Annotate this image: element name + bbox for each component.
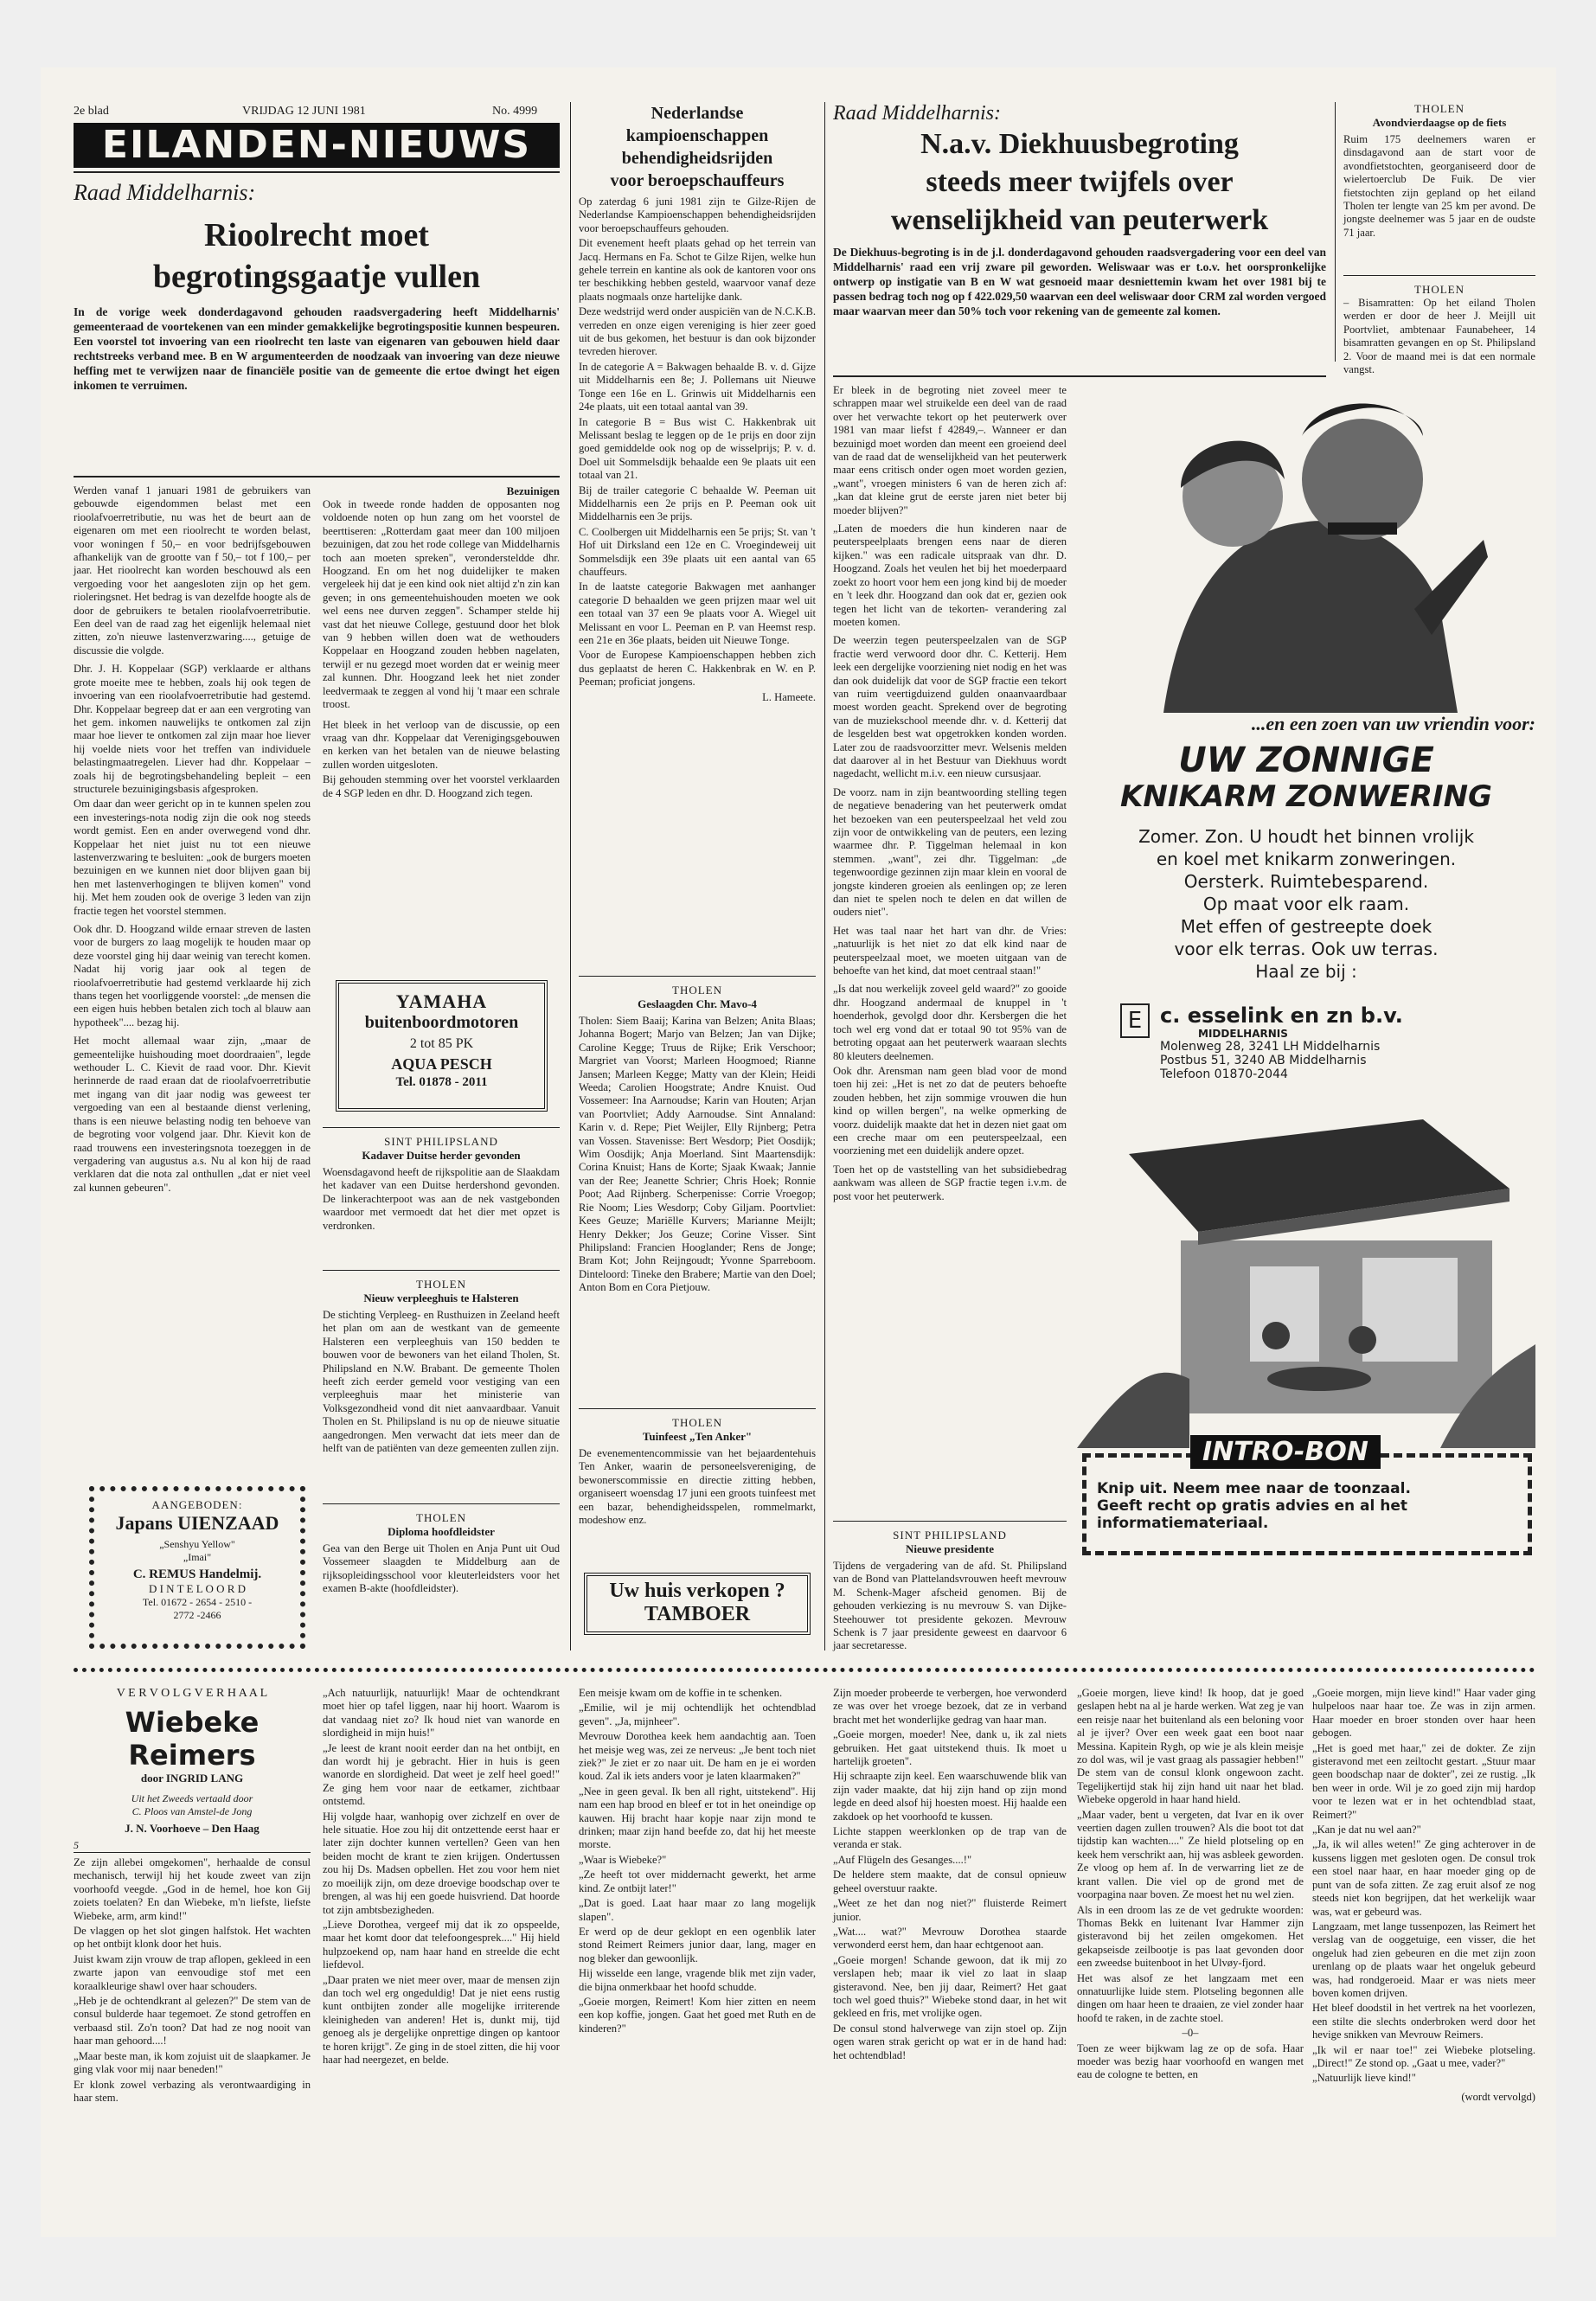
- page-header: [74, 102, 560, 121]
- serial-column-5: [1077, 1687, 1304, 2082]
- article-paragraph: In de laatste categorie Bakwagen met aanhanger categorie D behaalden we geen prijzen maar wel uit een totaal van 37 een 9e plaats voor A. Wiegel uit Melissant en voor L. Peeman en P. van Heemst resp. een 21e en 36e plaats, beiden uit Nieuwe Tonge.: [579, 580, 816, 646]
- article-body: Gea van den Berge uit Tholen en Anja Punt uit Oud Vossemeer slaagden te Middelburg aan de rijksopleidingsschool voor kleuterleidsters voor het examen B-akte (hoofdleidster).: [323, 1542, 560, 1595]
- article-title: Nieuw verpleeghuis te Halsteren: [363, 1292, 519, 1304]
- tamboer-ad: [584, 1573, 811, 1635]
- article-paragraph: „Is dat nou werkelijk zoveel geld waard?" zo gooide dhr. Hoogzand andermaal de knuppel in 't hoenderhok, gevolgd door dhr. Kersbergen die het toch wel erg vond dat er totaal 90 tot 95% van de betroting opgaat aan het peuterwerk waaraan slechts 80 kleuters deelnemen.: [833, 983, 1067, 1062]
- uienzaad-tel: 2772 -2466: [173, 1609, 221, 1621]
- article-place: THOLEN: [416, 1278, 466, 1291]
- serial-column-3: [579, 1687, 816, 2035]
- uienzaad-title: Japans UIENZAAD: [115, 1512, 279, 1534]
- uienzaad-tel: Tel. 01672 - 2654 - 2510 -: [142, 1596, 253, 1608]
- yamaha-line: Tel. 01878 - 2011: [395, 1075, 488, 1089]
- article-body: Tholen: Siem Baaij; Karina van Belzen; Anita Blaas; Johanna Bogert; Marjo van Belzen; Jan van Dijke; Caroline Kegge; Truus de Rijke; Erik Verschoor; Margriet van Voorst; Marleen Hoogmoed; Rianne Jansen; Marleen Kegge; Matty van der Klein; Heidi Weeda; Carolien Hoogstrate; Andre Knuist. Oud Vossemeer: Ina Aarnoudse; Karin van Houten; Arjan van Poortvliet; Addy Aarnoudse. Sint Annaland: Karin v. d. Repe; Piet Weijler, Elly Rijnberg; Petra van Vossen. Stavenisse: Bert Wesdorp; Piet Oosdijk; Wim Oosdijk; Anja Moerland. Sint Maartensdijk: Corina Knuist; Hans de Korte; Sjaak Kwaak; Jannie van der Ree; Jeanette Schrier; Chris Hoek; Ronnie Poot; Aad Rijnberg. Scherpenisse: Corrie Vroegop; Rie Noom; Lies Wesdorp; Coby Giljam. Poortvliet: Kees Geuze; Mariëlle Kurvers; Marianne Meijlt; Henry Dekker; Jos Geuze; Corine Visser. Sint Philipsland: Francien Hooglander; Rens de Jonge; Bram Kot; John Reijngoudt; Yvonne Sparreboom. Dinteloord: Tineke den Brabere; Martie van den Doel; Anton Bom en Cora Pietjouw.: [579, 1015, 816, 1294]
- serial-paragraph: „Goeie morgen, lieve kind! Ik hoop, dat je goed geslapen hebt na al je harde werken. Wat zeg je van een reisje naar het buitenland als een beloning voor al je ijver? Over een week gaat een boot naar Messina. Kapitein Rygh, op wie je als klein meisje zo dol was, wil je vast graag als passagier hebben!" De stem van de consul klonk ongewoon zacht. Tegelijkertijd stak hij zijn hand uit naar het blad. Wiebeke opgerold in haar hand hield.: [1077, 1687, 1304, 1806]
- article-place: THOLEN: [1414, 102, 1465, 115]
- article-paragraph: De voorz. nam in zijn beantwoording stelling tegen de negatieve benadering van het peuterwerk omdat het bezoeken van een peuterspeelzaal het veld zou zijn voor de ontwikkeling van de peuters, een lezing waarmee dhr. P. Tiggelman helemaal in kon stemmen. „want", zei dhr. Tiggelman: „de tegenwoordige gezinnen zijn maar klein en vooral de jongste kinderen groeien als eenlingen op; ze leren dan niet te spelen noch te delen en dat willen de ouders niet".: [833, 785, 1067, 919]
- serial-paragraph: Hij volgde haar, wanhopig over zichzelf en over de hele situatie. Hoe zou hij dit ontzettende eerst haar er later zijn dochter kunnen vertellen? Geen van hen beiden mocht de krant te zien krijgen. Ondertussen zou hij Ds. Madsen opbellen. Het zou voor hem niet zo moeilijk zijn, om deze droevige boodschap over te brengen, al was hij een goede huisvriend. Dat hoorde tot zijn ambtsbezigheden.: [323, 1810, 560, 1916]
- ad-body-line: Zomer. Zon. U houdt het binnen vrolijk: [1138, 826, 1474, 847]
- lead-paragraph: Het bleek in het verloop van de discussie, op een vraag van dhr. Koppelaar dat Verenigingsgebouwen en kerken van het betalen van de nieuwe belasting zullen worden uitgesloten.: [323, 718, 560, 771]
- article-paragraph: De weerzin tegen peuterspeelzalen van de SGP fractie werd verwoord door dhr. C. Ketterij. Hem leek een dergelijke voorziening niet nodig en het was dan ook duidelijk dat voor de SGP fractie een tekort van ruim veertigduizend gulden onaanvaardbaar moest worden geacht. Sprekend over de begroting van de muziekschool meende dhr. v. d. Ketterij dat de lesgelden best wat opgetrokken konden worden. Later zou de raadsvoorzitter mevr. Welsenis melden dat daarover al in het Bestuur van Diekhuus wordt nagedacht, wellicht m.i.v. een nieuw cursusjaar.: [833, 634, 1067, 780]
- coupon-line: Geeft recht op gratis advies en al het: [1097, 1497, 1408, 1515]
- serial-paragraph: Langzaam, met lange tussenpozen, las Reimert het verslag van de ooggetuige, een visser, die het ongeluk had zien gebeuren en die met zijn zoon urenlang op de plaats waar het ongeluk gebeurd was, had rondgeroeid. Maar er was niets meer boven komen drijven.: [1312, 1920, 1535, 1999]
- divider: [833, 375, 1326, 377]
- article-mavo: [579, 976, 816, 1295]
- article-verpleeghuis: [323, 1270, 560, 1455]
- esselink-ad: [1077, 384, 1535, 1656]
- serial-paragraph: Juist kwam zijn vrouw de trap aflopen, gekleed in een zwarte japon van eenvoudige stof met een koraalkleurige shawl over haar schouders.: [74, 1952, 311, 1992]
- article-paragraph: In de categorie A = Bakwagen behaalde B. v. d. Gijze uit Middelharnis een 8e; J. Pollemans uit Nieuwe Tonge een 16e en L. Grinwis uit Middelharnis een 24e plaats, uit een totaal aantal van 39.: [579, 360, 816, 413]
- ad-body-line: Op maat voor elk raam.: [1202, 894, 1410, 914]
- serial-paragraph: „Het is goed met haar," zei de dokter. Ze zijn gisteravond met een zeiltocht gestart. „Stuur maar geen boodschap naar de dokter", zei ze rustig. „Ik ben weer in orde. Wil je zo goed zijn mij hardop voor te lezen wat er in het ochtendblad staat, Reimert?": [1312, 1741, 1535, 1821]
- serial-title: Wiebeke Reimers: [125, 1706, 260, 1772]
- article-behendigheid: [579, 102, 816, 704]
- esselink-address-line: Postbus 51, 3240 AB Middelharnis: [1160, 1054, 1367, 1067]
- serial-column-1: [74, 1687, 311, 2105]
- coupon-line: informatiemateriaal.: [1097, 1515, 1269, 1532]
- couple-photo: [1129, 384, 1492, 713]
- serial-paragraph: Zijn moeder probeerde te verbergen, hoe verwonderd ze was over het vroege bezoek, dat ze in verband bracht met het wonderlijke gedrag van haar man.: [833, 1687, 1067, 1726]
- article-place: SINT PHILIPSLAND: [893, 1529, 1007, 1541]
- lead-intro: In de vorige week donderdagavond gehouden raadsvergadering heeft Middelharnis' gemeenteraad de voortekenen van een minder gemakkelijke begrotingspositie kunnen bespeuren. Een voorstel tot invoering van een rioolrecht ten laste van eigenaren van gebouwen hield daar rechtstreeks verband mee. B en W argumenteerden de noodzaak van invoering van deze nieuwe heffing met te verwijzen naar de financiële positie van de gemeente die ertoe dwingt het eigen inkomen te verruimen.: [74, 305, 560, 392]
- serial-paragraph: Lichte stappen weerklonken op de trap van de veranda er stak.: [833, 1825, 1067, 1851]
- serial-translation: Uit het Zweeds vertaald door: [131, 1792, 253, 1804]
- serial-paragraph: Als in een droom las ze de vet gedrukte woorden: Thomas Bekk en luitenant Ivar Hammer zijn gisteravond bij het zeilen omgekomen. Het gekapseisde zeilbootje is pas laat gevonden door een zweedse buitenboot in het Ulvøy-fjord.: [1077, 1903, 1304, 1970]
- article-place: THOLEN: [672, 1416, 722, 1429]
- lead-paragraph: Ook in tweede ronde hadden de opposanten nog voldoende noten op hun zang om het voorstel de beerttiseren: „Rotterdam gaat meer dan 100 miljoen bezuinigen, dat zou het rode college van Middelharnis toch aan moeten spreken", verondersteldde dhr. Hoogzand. En om het nog duidelijker te maken vergeleek hij dat je een kind ook niet altijd z'n zin kan geven; in ons gemeentehuishouden moeten we ook wel eens nee durven zeggen". Schamper stelde hij vast dat het nieuwe College, gestuund door het blok van 9 hebben willen doen wat de wethouders Koppelaar en Hoogzand zouden hebben nagelaten, terwijl er nu gezegd moet worden dat er weinig meer zal kunnen. Dhr. Hoogzand leek het niet zonder leedvermaak te zeggen al vond hij 't maar een schrale troost.: [323, 498, 560, 711]
- serial-paragraph: Hij wisselde een lange, vragende blik met zijn vader, die bijna onmerkbaar het hoofd schudde.: [579, 1967, 816, 1993]
- lead-column-2: [323, 484, 560, 800]
- headline-line: wenselijkheid van peuterwerk: [890, 204, 1269, 236]
- article-title: Nieuwe presidente: [906, 1542, 994, 1555]
- serial-paragraph: Ze zijn allebei omgekomen", herhaalde de consul mechanisch, terwijl hij het koude zweet van zijn voorhoofd veegde. „God in de hemel, hoe kon Gij zoiets toelaten? En dan Wiebeke, m'n liefste, liefste Wiebeke, arm, arm kind!": [74, 1856, 311, 1922]
- serial-paragraph: „Lieve Dorothea, vergeef mij dat ik zo opspeelde, maar het komt door dat telefoongesprek...." Hij hield hulpzoekend op, nam haar hand en streelde die echt liefdevol.: [323, 1918, 560, 1971]
- article-signature: L. Hameete.: [762, 690, 816, 703]
- yamaha-ad: [336, 980, 548, 1112]
- serial-paragraph: Hij schraapte zijn keel. Een waarschuwende blik van zijn vader maakte, dat hij zijn hand op zijn mond legde en deed alsof hij hoesten moest. Hij haalde een zakdoek op het voorhoofd te kussen.: [833, 1770, 1067, 1823]
- lead-paragraph: Bij gehouden stemming over het voorstel verklaarden de 4 SGP leden en dhr. D. Hoogzand zich tegen.: [323, 773, 560, 799]
- article-paragraph: Dit evenement heeft plaats gehad op het terrein van Jacq. Hermans en Fa. Schot te Gilze Rijen, welke hun gehele terrein en kantine als ook de kantoren voor ons ter beschikking hebben gesteld, waarvoor vanaf deze plaats nogmaals onze hartelijke dank.: [579, 237, 816, 303]
- page-number: 2e blad: [74, 105, 109, 118]
- serial-paragraph: De heldere stem maakte, dat de consul opnieuw geheel overstuur raakte.: [833, 1868, 1067, 1894]
- article-place: THOLEN: [672, 984, 722, 997]
- lead-paragraph: Ook dhr. D. Hoogzand wilde ernaar streven de lasten voor de burgers zo laag mogelijk te houden maar op deze voorstel ging hij daar weinig van terecht komen. Nadat hij vorig jaar ook al tegen de rioolafvoerretributie had gestemd verklaarde hij zich thans tegen het voorliggende voorstel: „de mensen die een eigen huis hebben betalen zich toch al blauw aan hypotheek".... bezag hij.: [74, 923, 311, 1029]
- tamboer-name: TAMBOER: [644, 1603, 751, 1625]
- article-place: SINT PHILIPSLAND: [384, 1135, 498, 1148]
- lead-column-1: [74, 484, 311, 1195]
- headline-line: steeds meer twijfels over: [926, 166, 1234, 198]
- lead-paragraph: Werden vanaf 1 januari 1981 de gebruikers van gebouwde eigendommen belast met een rioolafvoerretributie, nu was het de beurt aan de eigenaren om met een rioolrecht te worden belast, voor woningen f 50,– en voor bedrijfsgebouwen afhankelijk van de grootte van f 50,– tot f 100,– per jaar. Het rioolrecht kan worden beschouwd als een vergoeding voor het aangesloten zijn op het gem. rioleringsnet. Het bedrag is van dezelfde hoogte als de door de gebruikers te betalen rioolafvoerretributie. Een deel van de raad zag het eigenlijk helemaal niet zitten, zo'n nieuwe lastenverzwaring...., getuige de discussie die volgde.: [74, 484, 311, 657]
- article-tuinfeest: [579, 1408, 816, 1527]
- serial-column-2: [323, 1687, 560, 2067]
- title-line: behendigheidsrijden: [621, 149, 773, 168]
- coupon-title: INTRO-BON: [1190, 1435, 1381, 1469]
- article-title: Geslaagden Chr. Mavo-4: [638, 997, 757, 1010]
- article-title: Diploma hoofdleidster: [388, 1525, 495, 1538]
- serial-paragraph: „Ja, ik wil alles weten!" Ze ging achterover in de kussens liggen met gesloten ogen. De consul trok een stoel naar haar, en haar moeder ging op de punt van de sofa zitten. Ze zag eruit alsof ze nog steeds niet kon begrijpen, dat het werkelijk waar was, wat er gebeurd was.: [1312, 1838, 1535, 1918]
- newspaper-page: [41, 67, 1556, 2237]
- esselink-address: [1120, 1003, 1492, 1081]
- article-presidente: [833, 1521, 1067, 1653]
- serial-paragraph: „Goeie morgen! Schande gewoon, dat ik mij zo verslapen heb; maar ik viel zo laat in slaap gisteravond. Nee, ben jij daar, Reimert? Het gaat toch wel goed thuis?" Wiebeke stond daar, in het wit gekleed en fris, met vrolijke ogen.: [833, 1953, 1067, 2020]
- ad-body-line: Oersterk. Ruimtebesparend.: [1183, 871, 1429, 892]
- column-rule: [824, 102, 825, 1650]
- serial-paragraph: „Goeie morgen, mijn lieve kind!" Haar vader ging hulpeloos naar haar toe. Ze was in zijn armen. Haar moeder en broer stonden over haar heen gebogen.: [1312, 1687, 1535, 1740]
- uienzaad-place: D I N T E L O O R D: [148, 1582, 247, 1595]
- headline-line: N.a.v. Diekhuusbegroting: [920, 128, 1239, 160]
- article-title: Tuinfeest „Ten Anker": [642, 1430, 753, 1443]
- serial-paragraph: „Maar vader, bent u vergeten, dat Ivar en ik over veertien dagen zullen trouwen? Als die boot tot dat tijdstip kan wachten...." Ze hield plotseling op en keek hem verschrikt aan, hij was asbleek geworden. Ze vloog op hem af. In de verwarring liet ze de krant vallen. Die viel op de grond met de voorpagina naar boven. Ze moest het nu wel zien.: [1077, 1808, 1304, 1901]
- article-body: De stichting Verpleeg- en Rusthuizen in Zeeland heeft het plan om aan de westkant van de gemeente Halsteren een verpleeghuis van 150 bedden te bouwen voor de bewoners van het eiland Tholen, St. Philipsland en N.W. Brabant. De gemeente Tholen heeft zich eerder gemeld voor vestiging van een verpleeghuis maar het ministerie van Volksgezondheid vond dit niet aanvaardbaar. Vanuit Tholen en St. Philipsland is nu op de nieuwe situatie aangedrongen. Men verwacht dat iets meer dan de helft van de patiënten van deze gemeenten zullen zijn.: [323, 1309, 560, 1455]
- article-paragraph: Deze wedstrijd werd onder auspiciën van de N.C.K.B. verreden en onze eigen vereniging is hier zeer goed uit de bus gekomen, het bestuur is dan ook bijzonder tevreden hierover.: [579, 305, 816, 358]
- article-paragraph: C. Coolbergen uit Middelharnis een 5e prijs; St. van 't Hof uit Dirksland een 12e en C. Vroegindeweij uit Sommelsdijk een 39e plaats uit een aantal van 65 chauffeurs.: [579, 525, 816, 578]
- serial-column-6: [1312, 1687, 1535, 2104]
- uienzaad-variety: „Imai": [183, 1551, 212, 1563]
- article-avondvierdaagse: [1343, 102, 1535, 240]
- diekhuus-body: [833, 384, 1067, 1203]
- serial-paragraph: Er klonk zowel verbazing als verontwaardiging in haar stem.: [74, 2078, 311, 2104]
- yamaha-title: YAMAHA: [395, 990, 488, 1012]
- serial-publisher: J. N. Voorhoeve – Den Haag: [125, 1822, 260, 1835]
- serial-translation: C. Ploos van Amstel-de Jong: [131, 1805, 253, 1817]
- article-title: Avondvierdaagse op de fiets: [1372, 116, 1507, 129]
- serial-paragraph: „Ach natuurlijk, natuurlijk! Maar de ochtendkrant moet hier op tafel liggen, naar hij hoort. Waarom is dat vandaag niet zo? Ik houd niet van wanorde en slordigheid in mijn huis!": [323, 1687, 560, 1740]
- article-kicker: Raad Middelharnis:: [833, 102, 1001, 125]
- article-body: Woensdagavond heeft de rijkspolitie aan de Slaakdam het kadaver van een Duitse herdershond gevonden. De linkerachterpoot was aan de nek vastgebonden waardoor met vermoedt dat het dier met opzet is verdronken.: [323, 1166, 560, 1232]
- title-line: voor beroepschauffeurs: [610, 171, 785, 190]
- article-kadaver: [323, 1127, 560, 1233]
- title-line: kampioenschappen: [625, 126, 769, 145]
- article-paragraph: Er bleek in de begroting niet zoveel meer te schrappen maar wel struikelde een deel van de raad over het verwachte tekort op het peuterwerk over 1981 van maar liefst f 42849,–. Wanneer er dan bezuinigd moet worden dan meent een groeiend deel van de raad dat de wenselijkheid van het peuterwerk maar eens critisch onder ogen moet worden gezien, „want", vroegen ministers 6 van de heren zich af: „kan dat kleine grut de eerste jaren niet beter bij moeder blijven?": [833, 384, 1067, 516]
- divider: [74, 476, 560, 478]
- yamaha-line: AQUA PESCH: [391, 1055, 492, 1073]
- serial-paragraph: Toen ze weer bijkwam lag ze op de sofa. Haar moeder was bezig haar voorhoofd en wangen met eau de cologne te betten, en: [1077, 2041, 1304, 2081]
- lead-article: [74, 180, 560, 393]
- article-body: – Bisamratten: Op het eiland Tholen werden er door de heer J. Meijll uit Poortvliet, ambtenaar Faunabeheer, 14 bisamratten gevangen en op St. Philipsland 2. Voor de maand mei is dat een normale vangst.: [1343, 297, 1535, 376]
- serial-column-4: [833, 1687, 1067, 2062]
- serial-paragraph: „Natuurlijk lieve kind!": [1312, 2072, 1416, 2085]
- serial-story: [74, 1687, 1535, 2223]
- esselink-firm: c. esselink en zn b.v.: [1160, 1003, 1403, 1028]
- serial-paragraph: Het was alsof ze het langzaam met een onnatuurlijke luide stem. Plotseling begonnen alle dingen om haar heen te draaien, ze viel zonder haar hoofd te raken, in de zachte stoel.: [1077, 1971, 1304, 2024]
- article-paragraph: „Laten de moeders die hun kinderen naar de peuterspeelplaats brengen eens naar de dieren kijken." was een radicale uitspraak van dhr. D. Hoogzand. Zoals het veulen het bij het moederpaard zoekt zo hoort voor hem een jong kind bij de moeder en 't leek dhr. Hoogzand dan ook dat er, gezien ook tegen het licht van de tekorten- verandering zal moeten komen.: [833, 522, 1067, 628]
- serial-paragraph: Er werd op de deur geklopt en een ogenblik later stond Reimert Reimers junior daar, lang, mager en nog bleker dan gewoonlijk.: [579, 1925, 816, 1965]
- article-title: Kadaver Duitse herder gevonden: [362, 1149, 521, 1162]
- esselink-logo: E: [1120, 1003, 1150, 1038]
- ad-body-line: Haal ze bij :: [1255, 961, 1357, 982]
- serial-paragraph: „Ik wil er naar toe!" zei Wiebeke plotseling. „Direct!" Ze stond op. „Gaat u mee, vader?": [1312, 2043, 1535, 2069]
- coupon-line: Knip uit. Neem mee naar de toonzaal.: [1097, 1480, 1411, 1497]
- article-diekhuus: [833, 102, 1326, 318]
- uienzaad-firm: C. REMUS Handelmij.: [132, 1567, 262, 1581]
- serial-paragraph: „Kan je dat nu wel aan?": [1312, 1823, 1421, 1836]
- yamaha-line: buitenboordmotoren: [364, 1013, 519, 1032]
- divider: [74, 171, 560, 173]
- issue-number: No. 4999: [492, 105, 538, 118]
- uienzaad-variety: „Senshyu Yellow": [159, 1538, 235, 1550]
- article-place: THOLEN: [416, 1511, 466, 1524]
- issue-date: VRIJDAG 12 JUNI 1981: [242, 105, 366, 118]
- serial-paragraph: „Je leest de krant nooit eerder dan na het ontbijt, en dan wordt hij je gebracht. Hier in huis is geen wanorde en slordigheid. Dat weet je zelf heel goed!" Ze ging hem voor naar de eetkamer, zichtbaar ontstemd.: [323, 1741, 560, 1808]
- esselink-address-line: Molenweg 28, 3241 LH Middelharnis: [1160, 1040, 1381, 1054]
- serial-paragraph: „Goeie morgen, Reimert! Kom hier zitten en neem een kop koffie, jongen. Gaat het goed met Ruth en de kinderen?": [579, 1995, 816, 2035]
- article-paragraph: Het was taal naar het hart van dhr. de Vries: „natuurlijk is het niet zo dat elk kind naar de peuterspeelzaal moet, we moeten uitgaan van de behoefte van het kind, dat moet centraal staan!": [833, 924, 1067, 977]
- serial-paragraph: „Weet ze het dan nog niet?" fluisterde Reimert junior.: [833, 1897, 1067, 1923]
- article-intro: De Diekhuus-begroting is in de j.l. donderdagavond gehouden raadsvergadering voor een deel van Middelharnis' raad een vrij zware pil geworden. Weliswaar was er t.o.v. het oorspronkelijke ontwerp op instigatie van B en W wat gesnoeid maar desniettemin kwam het over 1981 bij te passen bedrag toch nog op f 422.029,50 waarvan een deel weliswaar door CRM zal worden vergoed maar waarvan meer dan 50% toch voor rekening van de gemeente zal komen.: [833, 246, 1326, 317]
- serial-paragraph: De vlaggen op het slot gingen halfstok. Het wachten op het ontbijt klonk door het huis.: [74, 1925, 311, 1951]
- esselink-phone: Telefoon 01870-2044: [1160, 1067, 1288, 1081]
- serial-paragraph: „Ze heeft tot over middernacht gewerkt, het arme kind. Ze ontbijt later!": [579, 1868, 816, 1894]
- serial-continued: (wordt vervolgd): [1461, 2090, 1535, 2103]
- article-paragraph: In categorie B = Bus wist C. Hakkenbrak uit Melissant beslag te leggen op de 1e prijs en door zijn goed gemiddelde ook nog op de wisselprijs; P. v. d. Doel uit Sommelsdijk behaalde een 9e plaats uit een totaal van 21.: [579, 415, 816, 482]
- lead-paragraph: Om daar dan weer gericht op in te kunnen spelen zou een investerings-nota nodig zijn die ook nog steeds wordt gemist. Een en ander overwegend vond dhr. Koppelaar het niet juist nu tot een nieuwe lastenverzwaring te besluiten: „ook de burgers moeten bezuinigen en we kunnen niet door blijven gaan bij hen met lastenverhogingen te blijven komen" vond hij. Met hem zouden ook de overige 3 leden van zijn fractie tegen het voorstel stemmen.: [74, 798, 311, 917]
- serial-paragraph: „Heb je de ochtendkrant al gelezen?" De stem van de consul bulderde haar tegemoet. Ze stond getroffen en verbaasd stil. Zo'n toon? Dat had ze nog nooit van haar man gehoord....!: [74, 1995, 311, 2048]
- uienzaad-label: AANGEBODEN:: [151, 1498, 243, 1511]
- article-body: De evenementencommissie van het bejaardentehuis Ten Anker, waarin de personeelsvereniging, de bewonerscommissie en directie zitting hebben, organiseert woensdag 17 juni een groots tuinfeest met een bazar, behendigheidsspelen, rommelmarkt, modeshow enz.: [579, 1447, 816, 1527]
- serial-paragraph: „Goeie morgen, moeder! Nee, dank u, ik zal niets gebruiken. Het gaat uitstekend thuis. Ik moet u hartelijk groeten".: [833, 1728, 1067, 1768]
- column-rule: [570, 102, 571, 1650]
- serial-label: V E R V O L G V E R H A A L: [116, 1687, 268, 1700]
- ad-title: UW ZONNIGE: [1178, 740, 1434, 780]
- article-paragraph: Ook dhr. Arensman nam geen blad voor de mond toen hij zei: „Het is net zo dat de peuters behoefte zouden hebben, het zijn sommige vrouwen die hun kind op willen bergen", na welke opmerking de voorz. duidelijk maakte dat het in dezen niet gaat om een creche maar om een peuterspeelzaal, een voorziening met een duidelijk andere opzet.: [833, 1064, 1067, 1157]
- ad-title: KNIKARM ZONWERING: [1120, 779, 1492, 814]
- tamboer-line: Uw huis verkopen ?: [609, 1580, 785, 1602]
- serial-paragraph: Het bleef doodstil in het vertrek na het voorlezen, een stilte die slechts onderbroken werd door het hevige snikken van Mevrouw Reimers.: [1312, 2002, 1535, 2041]
- article-body: Ruim 175 deelnemers waren er dinsdagavond aan de start voor de avondfietstochten, georganiseerd door de wielertoerclub De Fuik. De vier fietstochten zijn gepland op het eiland Tholen ter lengte van 25 km per avond. De jongste deelnemer was 5 jaar en de oudste 71 jaar.: [1343, 133, 1535, 239]
- article-paragraph: Op zaterdag 6 juni 1981 zijn te Gilze-Rijen de Nederlandse Kampioenschappen behendigheidsrijden voor beroepschauffeurs gehouden.: [579, 195, 816, 234]
- lead-kicker: Raad Middelharnis:: [74, 180, 256, 205]
- uienzaad-ad: [89, 1486, 305, 1649]
- serial-paragraph: „Daar praten we niet meer over, maar de mensen zijn dan toch wel erg ongeduldig! Dat je niet eens rustig kunt ontbijten zonder alle mogelijke irriterende kleinigheden van anderen! Het is, dunkt mij, tijd genoeg als je dergelijke onprettige dingen op kantoor te horen krijgt". Ze ging in de stoel zitten, die hij voor haar had neergezet, en belde.: [323, 1973, 560, 2066]
- masthead-title: EILANDEN-NIEUWS: [74, 123, 560, 168]
- serial-paragraph: „Nee in geen geval. Ik ben all right, uitstekend". Hij nam een hap brood en bleef er tot in het oneindige op kauwen. Hij bracht haar kopje naar zijn mond te drinken; maar zijn hand beefde zo, dat hij het meeste morste.: [579, 1785, 816, 1851]
- article-paragraph: Toen het op de vaststelling van het subsidiebedrag aankwam was alleen de SGP fractie tegen i.v.m. de post voor het peuterwerk.: [833, 1163, 1067, 1202]
- title-line: Nederlandse: [651, 104, 744, 123]
- lead-headline-1: Rioolrecht moet: [204, 217, 429, 253]
- ad-body-line: en koel met knikarm zonweringen.: [1156, 849, 1457, 869]
- serial-paragraph: De consul stond halverwege van zijn stoel op. Zijn ogen waren strak gericht op wat er in de hand had: het ochtendblad!: [833, 2022, 1067, 2061]
- subhead-bezuinigen: Bezuinigen: [506, 484, 560, 497]
- article-bisamratten: [1343, 275, 1535, 376]
- lead-headline-2: begrotingsgaatje vullen: [152, 259, 481, 295]
- article-body: Tijdens de vergadering van de afd. St. Philipsland van de Bond van Plattelandsvrouwen heeft mevrouw M. Schenk-Mager afscheid genomen. Bij de gehouden verkiezing is nu mevrouw S. van Dijke-Steehouwer tot presidente gekozen. Mevrouw Schenk is 7 jaar presidente geweest en daarvoor 6 jaar secretaresse.: [833, 1560, 1067, 1652]
- intro-bon-coupon[interactable]: [1082, 1437, 1532, 1555]
- article-diploma: [323, 1503, 560, 1596]
- article-paragraph: Bij de trailer categorie C behaalde W. Peeman uit Middelharnis een 2e prijs en P. Peeman ook uit Middelharnis een 3e prijs.: [579, 484, 816, 523]
- lead-paragraph: Dhr. J. H. Koppelaar (SGP) verklaarde er althans grote moeite mee te hebben, zoals hij ook tegen de invoering van een rioolafvoerretributie had gestemd. Dhr. Koppelaar begreep dat er aan een vergroting van het gem. inkomen nauwelijks te ontkomen zal zijn maar hoe liever te ontkomen zal zijn maar hoe liever hij voelde niets voor het treffen van individuele belastingmaatregelen. Liever had dhr. Koppelaar – zoals hij de begrotingsbehandeling bepleit – een structurele bezuinigingsbasis afgesproken.: [74, 663, 311, 795]
- serial-paragraph: „Auf Flügeln des Gesanges....!": [833, 1853, 972, 1866]
- article-place: THOLEN: [1414, 283, 1465, 296]
- lead-paragraph: Het mocht allemaal waar zijn, „maar de gemeentelijke huishouding moet doordraaien", legde wethouder L. C. Kievit de raad voor. Dhr. Kievit herinnerde de raad eraan dat de rioolafvoerretributie met ingang van dit jaar nodig was geweest ter vergoeding van een al bestaande dienst verlening, thans is een nieuwe belasting nodig ten behoeve van de begroting voor volgend jaar. Dhr. Kievit kon de raad trouwens een investeringsnota toezeggen in de vergadering van augustus a.s. Nu al kon hij de raad verklaren dat die nota zal onthullen „dat er niet veel zal kunnen gebeuren".: [74, 1035, 311, 1194]
- serial-paragraph: „Dat is goed. Laat haar maar zo lang mogelijk slapen".: [579, 1897, 816, 1923]
- serial-paragraph: „Waar is Wiebeke?": [579, 1853, 667, 1866]
- awning-photo: [1077, 1119, 1535, 1448]
- serial-chapter: 5: [74, 1839, 311, 1853]
- serial-paragraph: Mevrouw Dorothea keek hem aandachtig aan. Toen het meisje weg was, zei ze nerveus: „Je bent toch niet ziek?" Je ziet er zo naar uit. De ham en je ei worden koud. Zal ik iets anders voor je laten klaarmaken?": [579, 1730, 816, 1783]
- serial-paragraph: „Maar beste man, ik kom zojuist uit de slaapkamer. Je ging vlak voor mij naar beneden!": [74, 2049, 311, 2076]
- serial-author: door INGRID LANG: [140, 1772, 244, 1785]
- serial-separator: [74, 1668, 1535, 1676]
- article-paragraph: Voor de Europese Kampioenschappen hebben zich dus geplaatst de heren C. Hakkenbrak en W. en P. Peeman; proficiat jongens.: [579, 649, 816, 689]
- ad-tagline: ...en een zoen van uw vriendin voor:: [1251, 713, 1535, 734]
- yamaha-line: 2 tot 85 PK: [409, 1036, 474, 1051]
- ad-body-line: voor elk terras. Ook uw terras.: [1174, 939, 1439, 959]
- serial-paragraph: Een meisje kwam om de koffie in te schenken.: [579, 1687, 783, 1699]
- column-rule: [1335, 102, 1336, 362]
- serial-paragraph: „Emilie, wil je mij ochtendlijk het ochtendblad geven". „Ja, mijnheer".: [579, 1702, 816, 1727]
- serial-paragraph: „Wat.... wat?" Mevrouw Dorothea staarde verwonderd eerst hem, dan haar echtgenoot aan.: [833, 1925, 1067, 1952]
- ad-body-line: Met effen of gestreepte doek: [1180, 916, 1433, 937]
- ad-body: [1077, 825, 1535, 983]
- esselink-place: MIDDELHARNIS: [1198, 1028, 1288, 1040]
- serial-break: –0–: [1182, 2027, 1199, 2040]
